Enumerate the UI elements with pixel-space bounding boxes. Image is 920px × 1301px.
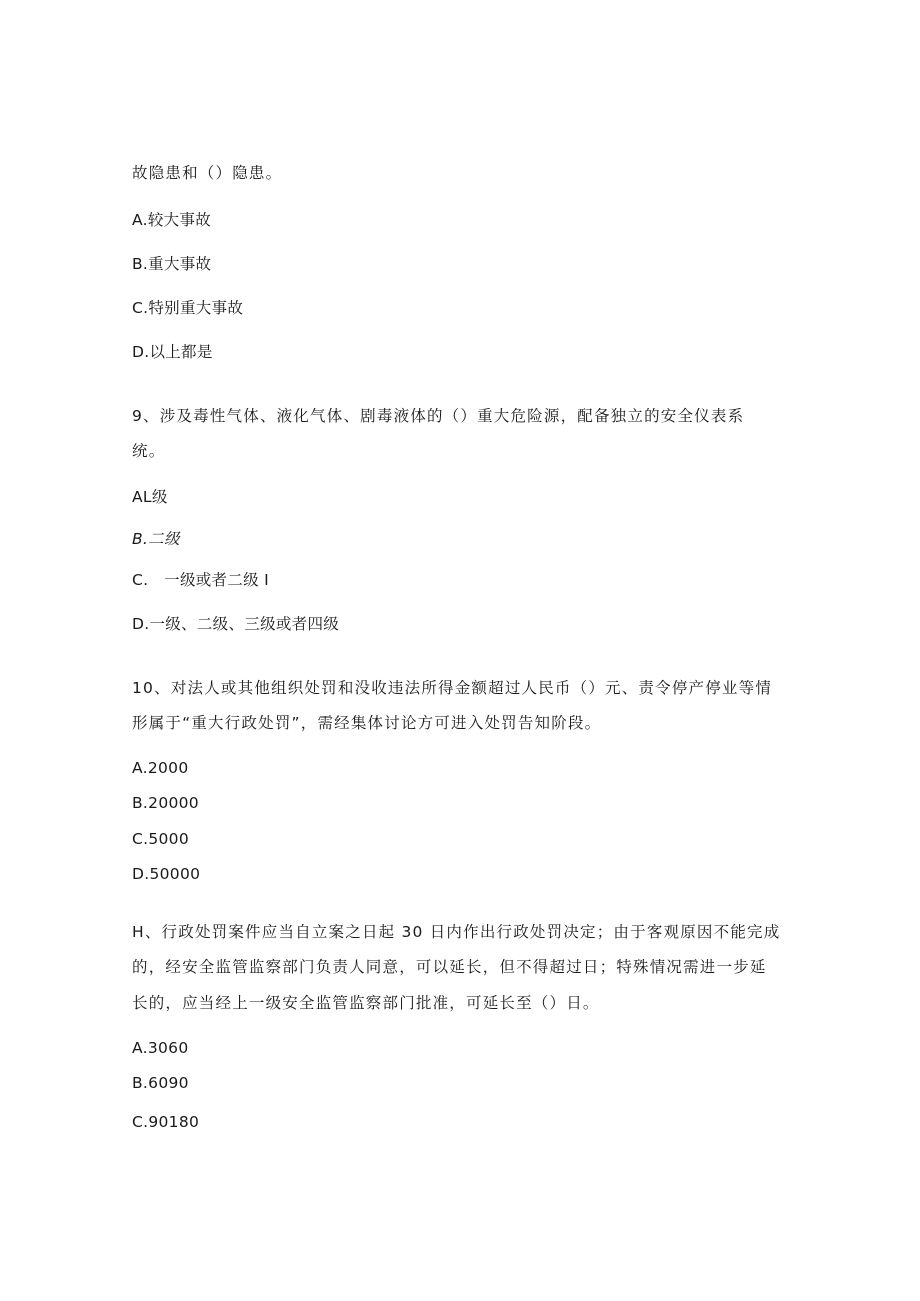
- question-9-line-1: 9、涉及毒性气体、液化气体、剧毒液体的（）重大危险源，配备独立的安全仪表系: [132, 407, 745, 425]
- question-10-option-b: B.20000: [132, 794, 199, 812]
- option-b: B.重大事故: [132, 255, 212, 273]
- question-9-option-c: C. 一级或者二级 I: [132, 571, 270, 589]
- question-9-option-b: B.二级: [132, 530, 180, 548]
- question-11-option-a: A.3060: [132, 1039, 189, 1057]
- question-11-line-3: 长的，应当经上一级安全监管监察部门批准，可延长至（）日。: [132, 994, 600, 1012]
- question-9-option-d: D.一级、二级、三级或者四级: [132, 615, 340, 633]
- question-10-option-d: D.50000: [132, 865, 201, 883]
- question-11-option-c: C.90180: [132, 1113, 200, 1131]
- question-continuation: 故隐患和（）隐患。: [132, 164, 283, 182]
- question-10-option-a: A.2000: [132, 759, 189, 777]
- question-11-line-2: 的，经安全监管监察部门负责人同意，可以延长，但不得超过日；特殊情况需进一步延: [132, 958, 767, 976]
- option-a: A.较大事故: [132, 211, 212, 229]
- question-9-line-2: 统。: [132, 442, 166, 460]
- option-d: D.以上都是: [132, 343, 213, 361]
- question-10-line-1: 10、对法人或其他组织处罚和没收违法所得金额超过人民币（）元、责令停产停业等情: [132, 679, 773, 697]
- question-11-option-b: B.6090: [132, 1074, 189, 1092]
- question-10-line-2: 形属于“重大行政处罚”，需经集体讨论方可进入处罚告知阶段。: [132, 714, 602, 732]
- question-11-line-1: H、行政处罚案件应当自立案之日起 30 日内作出行政处罚决定；由于客观原因不能完成: [132, 923, 781, 941]
- option-c: C.特别重大事故: [132, 299, 244, 317]
- question-10-option-c: C.5000: [132, 830, 189, 848]
- question-9-option-a: AL级: [132, 488, 168, 506]
